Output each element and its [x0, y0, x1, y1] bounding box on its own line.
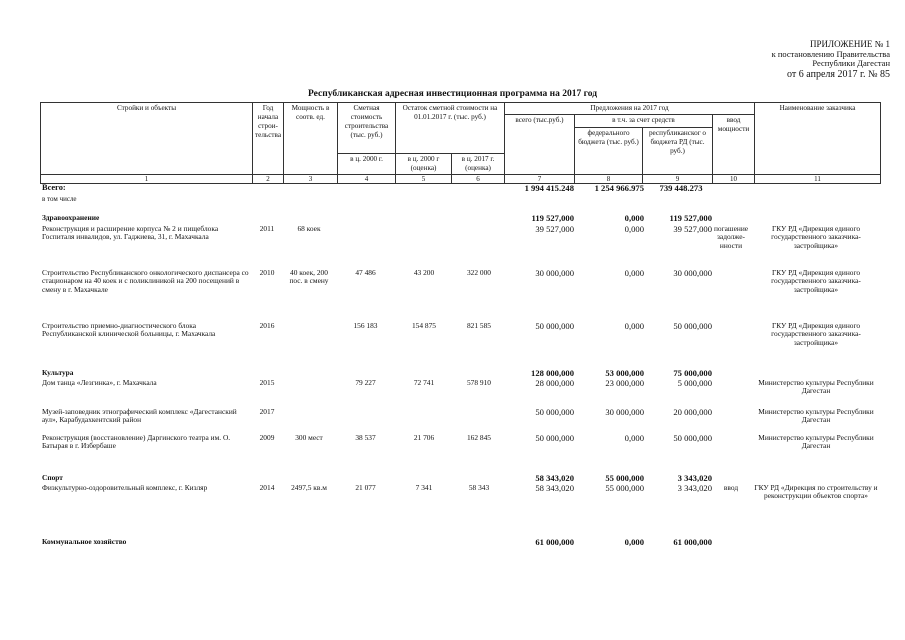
document-title: Республиканская адресная инвестиционная программа на 2017 год	[308, 89, 597, 99]
section-name: Здравоохранение	[42, 213, 100, 222]
cell-year: 2017	[259, 407, 275, 416]
cell-estimated-cost: 21 077	[355, 483, 376, 492]
cell-total: 128 000,000	[531, 368, 574, 378]
cell-remaining-2017: 58 343	[468, 483, 490, 492]
column-number: 2	[253, 175, 284, 184]
header-proposals: Предложения на 2017 год	[505, 103, 755, 115]
header-estimated-cost: Сметная стоимость строительства (тыс. руб.)	[338, 103, 396, 154]
approval-line-3: Республики Дагестан	[812, 58, 890, 69]
cell-federal: 0,000	[624, 433, 644, 443]
cell-federal: 55 000,000	[605, 483, 644, 493]
cell-estimated-cost: 79 227	[355, 378, 376, 387]
cell-capacity: 2497,5 кв.м	[291, 483, 327, 492]
cell-republican: 61 000,000	[673, 537, 712, 547]
cell-estimated-cost: 38 537	[355, 433, 376, 442]
cell-customer: ГКУ РД «Дирекция по строительству и реконструкции объектов спорта»	[754, 483, 878, 501]
cell-republican: 5 000,000	[677, 378, 712, 388]
cell-capacity: 68 коек	[297, 224, 321, 233]
header-federal: федерального бюджета (тыс. руб.)	[575, 128, 643, 175]
header-capacity: Мощность в соотв. ед.	[284, 103, 338, 175]
cell-year: 2011	[259, 224, 275, 233]
cell-capacity: 300 мест	[295, 433, 323, 442]
column-number: 6	[452, 175, 505, 184]
cell-republican: 739 448.273	[659, 183, 703, 193]
cell-customer: Министерство культуры Республики Дагестан	[758, 433, 874, 451]
cell-total: 28 000,000	[535, 378, 574, 388]
cell-estimated-cost: 156 183	[353, 321, 378, 330]
cell-federal: 0,000	[624, 224, 644, 234]
column-number: 10	[713, 175, 755, 184]
approval-line-1: ПРИЛОЖЕНИЕ № 1	[809, 39, 890, 49]
approval-line-4: от 6 апреля 2017 г. № 85	[787, 68, 890, 80]
cell-federal: 1 254 966.975	[594, 183, 644, 193]
cell-total: 58 343,020	[535, 473, 574, 483]
cell-total: 39 527,000	[535, 224, 574, 234]
cell-federal: 0,000	[624, 537, 644, 547]
cell-total: 119 527,000	[531, 213, 574, 223]
approval-stamp	[690, 40, 890, 79]
column-number: 1	[41, 175, 253, 184]
cell-customer: Министерство культуры Республики Дагестан	[758, 378, 874, 396]
cell-remaining-2000: 43 200	[413, 268, 435, 277]
header-republican: республиканског о бюджета РД (тыс. руб.)	[643, 128, 713, 175]
row-name: Музей-заповедник этнографический комплекс «Дагестанский аул», Карабудахкентский район	[42, 407, 237, 425]
table-header	[40, 102, 881, 184]
cell-customer: ГКУ РД «Дирекция единого государственного заказчика-застройщика»	[771, 224, 861, 250]
cell-year: 2014	[259, 483, 275, 492]
cell-commissioning: погашение задолже-нности	[713, 224, 749, 250]
cell-republican: 119 527,000	[669, 213, 712, 223]
header-estimated-cost-2000: в ц. 2000 г.	[338, 154, 396, 175]
cell-total: 50 000,000	[535, 407, 574, 417]
cell-total: 50 000,000	[535, 433, 574, 443]
column-number: 9	[643, 175, 713, 184]
cell-federal: 23 000,000	[605, 378, 644, 388]
cell-remaining-2000: 21 706	[413, 433, 435, 442]
cell-federal: 30 000,000	[605, 407, 644, 417]
section-name: Культура	[42, 368, 74, 377]
column-number: 7	[505, 175, 575, 184]
cell-total: 58 343,020	[535, 483, 574, 493]
cell-total: 30 000,000	[535, 268, 574, 278]
header-remaining-2000: в ц. 2000 г (оценка)	[396, 154, 452, 175]
column-number: 8	[575, 175, 643, 184]
header-year: Год начала строи-тельства	[253, 103, 284, 175]
cell-estimated-cost: 47 486	[355, 268, 376, 277]
header-remaining-2017: в ц. 2017 г. (оценка)	[452, 154, 505, 175]
row-name: Дом танца «Лезгинка», г. Махачкала	[42, 378, 157, 387]
cell-republican: 3 343,020	[677, 473, 712, 483]
cell-remaining-2000: 7 341	[415, 483, 433, 492]
section-name: Коммунальное хозяйство	[42, 537, 127, 546]
cell-republican: 39 527,000	[673, 224, 712, 234]
row-name: Реконструкция (восстановление) Даргинского театра им. О. Батырая в г. Избербаше	[42, 433, 231, 451]
header-including: в т.ч. за счет средств	[575, 115, 713, 128]
cell-year: 2016	[259, 321, 275, 330]
column-number: 4	[338, 175, 396, 184]
cell-republican: 50 000,000	[673, 321, 712, 331]
cell-remaining-2017: 322 000	[466, 268, 492, 277]
cell-year: 2010	[259, 268, 275, 277]
column-number: 5	[396, 175, 452, 184]
cell-total: 1 994 415.248	[524, 183, 574, 193]
row-name: Реконструкция и расширение корпуса № 2 и пищеблока Госпиталя инвалидов, ул. Гаджиева, 31, г. Махачкала	[42, 224, 219, 242]
cell-year: 2015	[259, 378, 275, 387]
column-number: 3	[284, 175, 338, 184]
cell-total: 50 000,000	[535, 321, 574, 331]
cell-republican: 20 000,000	[673, 407, 712, 417]
header-total: всего (тыс.руб.)	[505, 115, 575, 175]
cell-customer: ГКУ РД «Дирекция единого государственного заказчика-застройщика»	[771, 321, 861, 347]
header-objects: Стройки и объекты	[41, 103, 253, 175]
row-name: Строительство Республиканского онкологического диспансера со стационаром на 40 коек и с поликлиникой на 200 посещений в смену в г. Махачкале	[42, 268, 249, 294]
cell-remaining-2017: 162 845	[466, 433, 492, 442]
cell-customer: ГКУ РД «Дирекция единого государственного заказчика-застройщика»	[771, 268, 861, 294]
cell-remaining-2017: 578 910	[466, 378, 492, 387]
cell-commissioning: ввод	[723, 483, 739, 492]
cell-remaining-2017: 821 585	[466, 321, 492, 330]
cell-federal: 0,000	[624, 268, 644, 278]
row-name: Физкультурно-оздоровительный комплекс, г. Кизляр	[42, 483, 208, 492]
cell-republican: 75 000,000	[673, 368, 712, 378]
approval-line-2: к постановлению Правительства	[771, 48, 890, 59]
cell-federal: 53 000,000	[605, 368, 644, 378]
header-commissioning: ввод мощности	[713, 115, 755, 175]
column-number: 11	[755, 175, 881, 184]
cell-federal: 0,000	[624, 321, 644, 331]
row-name: Строительство приемно-диагностического блока Республиканской клинической больницы, г. Махачкала	[42, 321, 216, 339]
cell-total: 61 000,000	[535, 537, 574, 547]
cell-remaining-2000: 72 741	[413, 378, 435, 387]
cell-republican: 30 000,000	[673, 268, 712, 278]
row-subtitle: в том числе	[42, 195, 77, 203]
cell-federal: 55 000,000	[605, 473, 644, 483]
cell-republican: 50 000,000	[673, 433, 712, 443]
cell-customer: Министерство культуры Республики Дагестан	[758, 407, 874, 425]
cell-federal: 0,000	[624, 213, 644, 223]
section-name: Спорт	[42, 473, 63, 482]
header-remaining: Остаток сметной стоимости на 01.01.2017 г. (тыс. руб.)	[396, 103, 505, 154]
cell-year: 2009	[259, 433, 275, 442]
cell-republican: 3 343,020	[677, 483, 712, 493]
cell-remaining-2000: 154 875	[411, 321, 437, 330]
cell-capacity: 40 коек, 200 пос. в смену	[289, 268, 329, 286]
header-customer: Наименование заказчика	[755, 103, 881, 175]
row-name: Всего:	[42, 183, 66, 192]
